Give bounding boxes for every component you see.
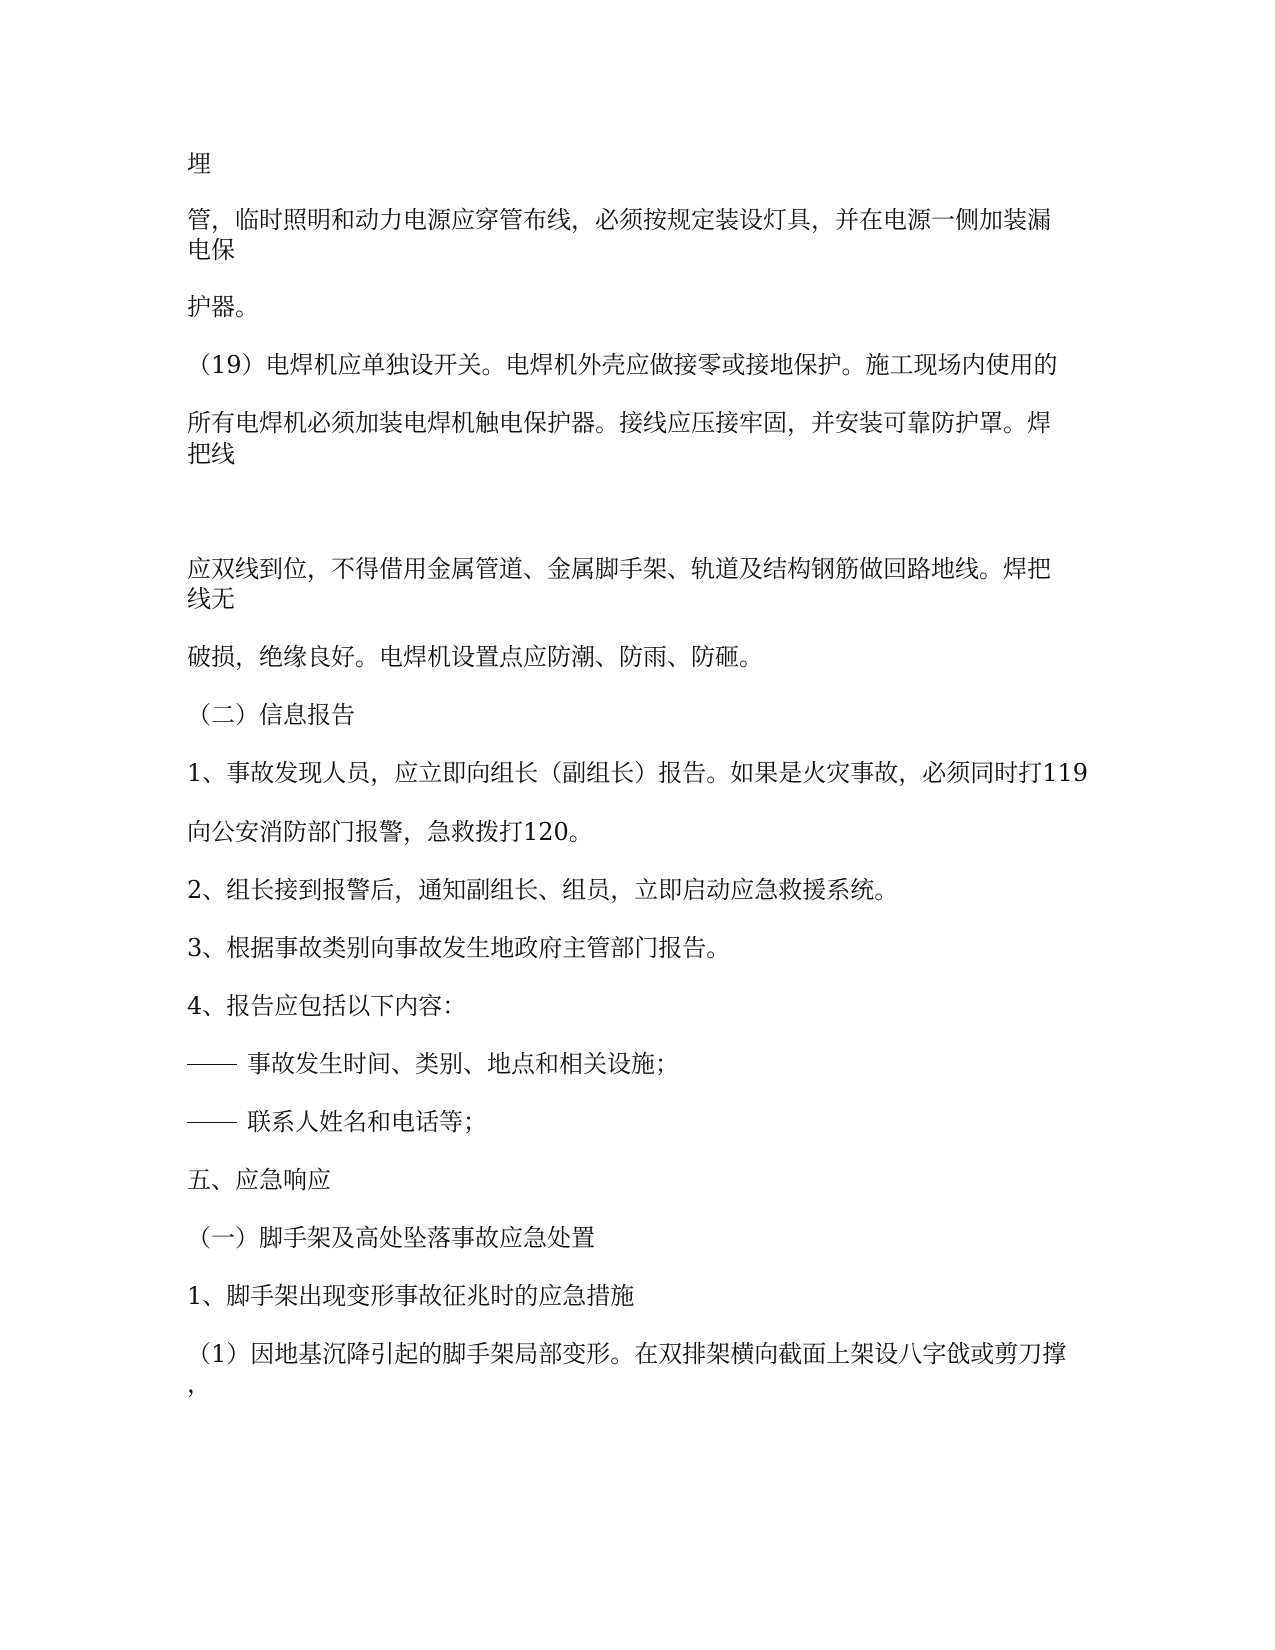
text-line: 电保 xyxy=(187,236,235,264)
em-dash-mark xyxy=(187,1122,237,1123)
text-line: 应双线到位，不得借用金属管道、金属脚手架、轨道及结构钢筋做回路地线。焊把 xyxy=(187,555,1051,583)
text-line: 破损，绝缘良好。电焊机设置点应防潮、防雨、防砸。 xyxy=(187,643,763,671)
text-line: 线无 xyxy=(187,585,235,613)
text-line: 向公安消防部门报警，急救拨打120。 xyxy=(187,818,593,846)
text-line: 所有电焊机必须加装电焊机触电保护器。接线应压接牢固，并安装可靠防护罩。焊 xyxy=(187,409,1051,437)
text-line: ， xyxy=(187,1370,211,1398)
text-line: 2、组长接到报警后，通知副组长、组员，立即启动应急救援系统。 xyxy=(187,876,899,904)
list-item-text: 联系人姓名和电话等； xyxy=(247,1108,487,1136)
section-heading: 五、应急响应 xyxy=(187,1166,331,1194)
text-line: 护器。 xyxy=(187,293,259,321)
text-line: 把线 xyxy=(187,440,235,468)
text-line: 3、根据事故类别向事故发生地政府主管部门报告。 xyxy=(187,934,731,962)
subsection-heading: （一）脚手架及高处坠落事故应急处置 xyxy=(187,1224,595,1252)
text-line: 4、报告应包括以下内容： xyxy=(187,992,467,1020)
text-line: （1）因地基沉降引起的脚手架局部变形。在双排架横向截面上架设八字戗或剪刀撑 xyxy=(187,1340,1067,1368)
text-line: 埋 xyxy=(187,150,211,178)
text-line: 管，临时照明和动力电源应穿管布线，必须按规定装设灯具，并在电源一侧加装漏 xyxy=(187,206,1051,234)
text-line: （19）电焊机应单独设开关。电焊机外壳应做接零或接地保护。施工现场内使用的 xyxy=(187,351,1058,379)
list-item-text: 事故发生时间、类别、地点和相关设施； xyxy=(247,1050,679,1078)
em-dash-mark xyxy=(187,1064,237,1065)
section-heading: （二）信息报告 xyxy=(187,701,355,729)
text-line: 1、事故发现人员，应立即向组长（副组长）报告。如果是火灾事故，必须同时打119 xyxy=(187,759,1089,787)
text-line: 1、脚手架出现变形事故征兆时的应急措施 xyxy=(187,1282,635,1310)
dash-list-item xyxy=(187,1105,1087,1139)
dash-list-item xyxy=(187,1047,1087,1081)
